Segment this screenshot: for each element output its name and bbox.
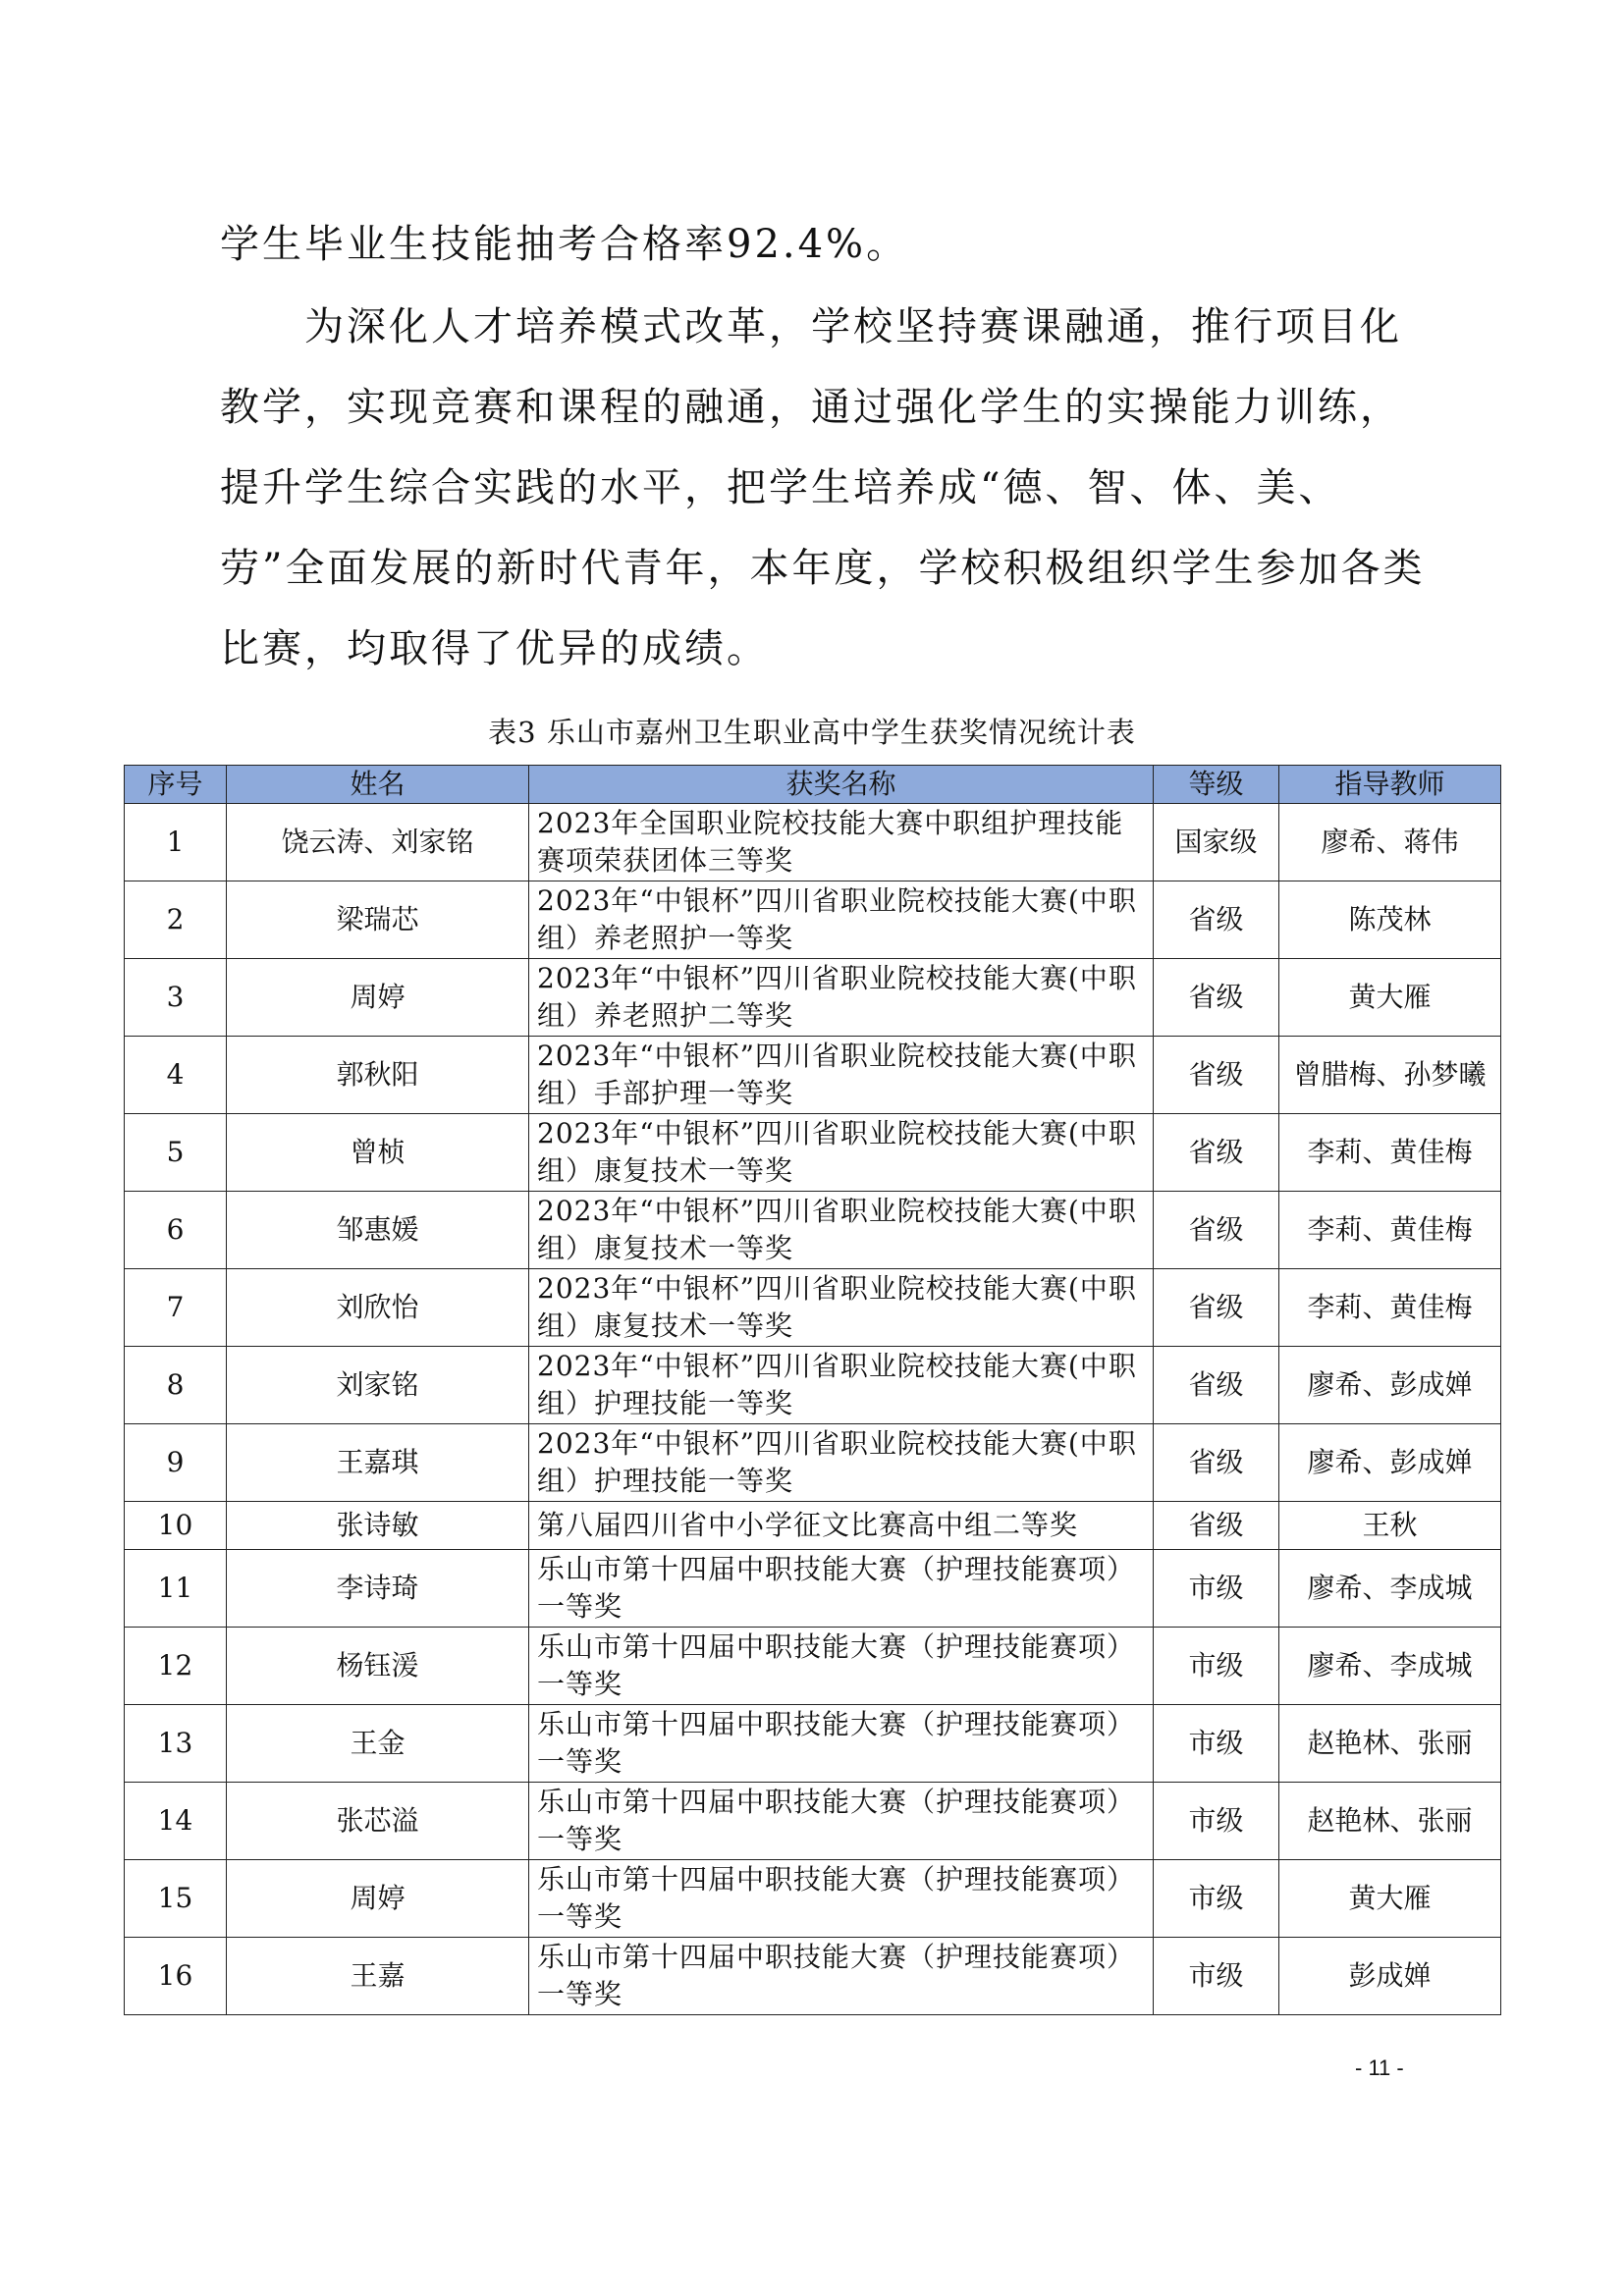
cell-teacher: 廖希、彭成婵 xyxy=(1279,1347,1501,1424)
table-row xyxy=(125,959,1501,1037)
cell-award: 乐山市第十四届中职技能大赛（护理技能赛项）一等奖 xyxy=(529,1860,1154,1938)
table-row xyxy=(125,1347,1501,1424)
cell-name: 邹惠媛 xyxy=(227,1192,529,1269)
table-row xyxy=(125,1114,1501,1192)
page-number: - 11 - xyxy=(1355,2056,1404,2080)
cell-no: 14 xyxy=(125,1783,227,1860)
paragraph-2: 为深化人才培养模式改革，学校坚持赛课融通，推行项目化教学，实现竞赛和课程的融通，通过强化学生的实操能力训练，提升学生综合实践的水平，把学生培养成“德、智、体、美、劳”全面发展的新时代青年，本年度，学校积极组织学生参加各类比赛，均取得了优异的成绩。 xyxy=(220,304,1426,671)
cell-teacher: 廖希、李成城 xyxy=(1279,1628,1501,1705)
awards-table xyxy=(124,765,1501,2015)
cell-name: 王嘉 xyxy=(227,1938,529,2015)
cell-name: 张芯溢 xyxy=(227,1783,529,1860)
cell-level: 市级 xyxy=(1154,1860,1279,1938)
header-no: 序号 xyxy=(125,766,227,804)
paragraph-1: 学生毕业生技能抽考合格率92.4%。 xyxy=(220,222,909,267)
cell-level: 市级 xyxy=(1154,1550,1279,1628)
cell-name: 曾桢 xyxy=(227,1114,529,1192)
cell-award: 2023年全国职业院校技能大赛中职组护理技能赛项荣获团体三等奖 xyxy=(529,804,1154,881)
table-row xyxy=(125,1783,1501,1860)
cell-award: 乐山市第十四届中职技能大赛（护理技能赛项）一等奖 xyxy=(529,1705,1154,1783)
cell-award: 2023年“中银杯”四川省职业院校技能大赛(中职组）护理技能一等奖 xyxy=(529,1347,1154,1424)
cell-no: 15 xyxy=(125,1860,227,1938)
cell-level: 国家级 xyxy=(1154,804,1279,881)
cell-level: 省级 xyxy=(1154,1037,1279,1114)
cell-award: 2023年“中银杯”四川省职业院校技能大赛(中职组）康复技术一等奖 xyxy=(529,1192,1154,1269)
cell-level: 省级 xyxy=(1154,1502,1279,1550)
cell-level: 省级 xyxy=(1154,1424,1279,1502)
cell-name: 梁瑞芯 xyxy=(227,881,529,959)
cell-teacher: 陈茂林 xyxy=(1279,881,1501,959)
cell-no: 1 xyxy=(125,804,227,881)
cell-name: 刘家铭 xyxy=(227,1347,529,1424)
cell-level: 省级 xyxy=(1154,1114,1279,1192)
cell-award: 2023年“中银杯”四川省职业院校技能大赛(中职组）手部护理一等奖 xyxy=(529,1037,1154,1114)
cell-award: 乐山市第十四届中职技能大赛（护理技能赛项）一等奖 xyxy=(529,1938,1154,2015)
cell-level: 省级 xyxy=(1154,1347,1279,1424)
cell-name: 周婷 xyxy=(227,959,529,1037)
table-row xyxy=(125,1705,1501,1783)
cell-level: 省级 xyxy=(1154,1269,1279,1347)
table-row xyxy=(125,1192,1501,1269)
cell-name: 张诗敏 xyxy=(227,1502,529,1550)
cell-level: 省级 xyxy=(1154,959,1279,1037)
cell-no: 3 xyxy=(125,959,227,1037)
cell-name: 王嘉琪 xyxy=(227,1424,529,1502)
header-teacher: 指导教师 xyxy=(1279,766,1501,804)
cell-teacher: 赵艳林、张丽 xyxy=(1279,1705,1501,1783)
cell-no: 13 xyxy=(125,1705,227,1783)
cell-no: 11 xyxy=(125,1550,227,1628)
cell-award: 2023年“中银杯”四川省职业院校技能大赛(中职组）护理技能一等奖 xyxy=(529,1424,1154,1502)
table-row xyxy=(125,804,1501,881)
cell-no: 7 xyxy=(125,1269,227,1347)
cell-award: 乐山市第十四届中职技能大赛（护理技能赛项）一等奖 xyxy=(529,1783,1154,1860)
cell-name: 李诗琦 xyxy=(227,1550,529,1628)
cell-award: 2023年“中银杯”四川省职业院校技能大赛(中职组）养老照护一等奖 xyxy=(529,881,1154,959)
cell-award: 2023年“中银杯”四川省职业院校技能大赛(中职组）养老照护二等奖 xyxy=(529,959,1154,1037)
cell-level: 市级 xyxy=(1154,1628,1279,1705)
cell-teacher: 廖希、蒋伟 xyxy=(1279,804,1501,881)
cell-name: 杨钰湲 xyxy=(227,1628,529,1705)
header-award: 获奖名称 xyxy=(529,766,1154,804)
cell-award: 第八届四川省中小学征文比赛高中组二等奖 xyxy=(529,1502,1154,1550)
cell-no: 9 xyxy=(125,1424,227,1502)
cell-no: 6 xyxy=(125,1192,227,1269)
cell-teacher: 黄大雁 xyxy=(1279,959,1501,1037)
cell-award: 2023年“中银杯”四川省职业院校技能大赛(中职组）康复技术一等奖 xyxy=(529,1269,1154,1347)
cell-no: 5 xyxy=(125,1114,227,1192)
table-row xyxy=(125,1860,1501,1938)
table-header-row xyxy=(125,766,1501,804)
cell-level: 省级 xyxy=(1154,881,1279,959)
cell-teacher: 彭成婵 xyxy=(1279,1938,1501,2015)
cell-no: 10 xyxy=(125,1502,227,1550)
table-row xyxy=(125,1938,1501,2015)
table-row xyxy=(125,1037,1501,1114)
cell-award: 乐山市第十四届中职技能大赛（护理技能赛项）一等奖 xyxy=(529,1628,1154,1705)
cell-award: 2023年“中银杯”四川省职业院校技能大赛(中职组）康复技术一等奖 xyxy=(529,1114,1154,1192)
table-row xyxy=(125,1424,1501,1502)
cell-name: 刘欣怡 xyxy=(227,1269,529,1347)
cell-no: 2 xyxy=(125,881,227,959)
cell-teacher: 曾腊梅、孙梦曦 xyxy=(1279,1037,1501,1114)
table-row xyxy=(125,1550,1501,1628)
cell-no: 12 xyxy=(125,1628,227,1705)
table-row xyxy=(125,1269,1501,1347)
cell-teacher: 王秋 xyxy=(1279,1502,1501,1550)
cell-name: 王金 xyxy=(227,1705,529,1783)
cell-level: 市级 xyxy=(1154,1938,1279,2015)
table-row xyxy=(125,1502,1501,1550)
cell-teacher: 黄大雁 xyxy=(1279,1860,1501,1938)
cell-no: 4 xyxy=(125,1037,227,1114)
cell-teacher: 廖希、李成城 xyxy=(1279,1550,1501,1628)
cell-teacher: 廖希、彭成婵 xyxy=(1279,1424,1501,1502)
cell-level: 市级 xyxy=(1154,1783,1279,1860)
cell-level: 市级 xyxy=(1154,1705,1279,1783)
cell-name: 饶云涛、刘家铭 xyxy=(227,804,529,881)
cell-level: 省级 xyxy=(1154,1192,1279,1269)
cell-no: 8 xyxy=(125,1347,227,1424)
table-row xyxy=(125,881,1501,959)
cell-teacher: 赵艳林、张丽 xyxy=(1279,1783,1501,1860)
table-caption: 表3 乐山市嘉州卫生职业高中学生获奖情况统计表 xyxy=(488,716,1136,749)
header-name: 姓名 xyxy=(227,766,529,804)
cell-no: 16 xyxy=(125,1938,227,2015)
header-level: 等级 xyxy=(1154,766,1279,804)
cell-teacher: 李莉、黄佳梅 xyxy=(1279,1114,1501,1192)
cell-teacher: 李莉、黄佳梅 xyxy=(1279,1269,1501,1347)
cell-name: 郭秋阳 xyxy=(227,1037,529,1114)
cell-name: 周婷 xyxy=(227,1860,529,1938)
cell-award: 乐山市第十四届中职技能大赛（护理技能赛项）一等奖 xyxy=(529,1550,1154,1628)
cell-teacher: 李莉、黄佳梅 xyxy=(1279,1192,1501,1269)
table-row xyxy=(125,1628,1501,1705)
